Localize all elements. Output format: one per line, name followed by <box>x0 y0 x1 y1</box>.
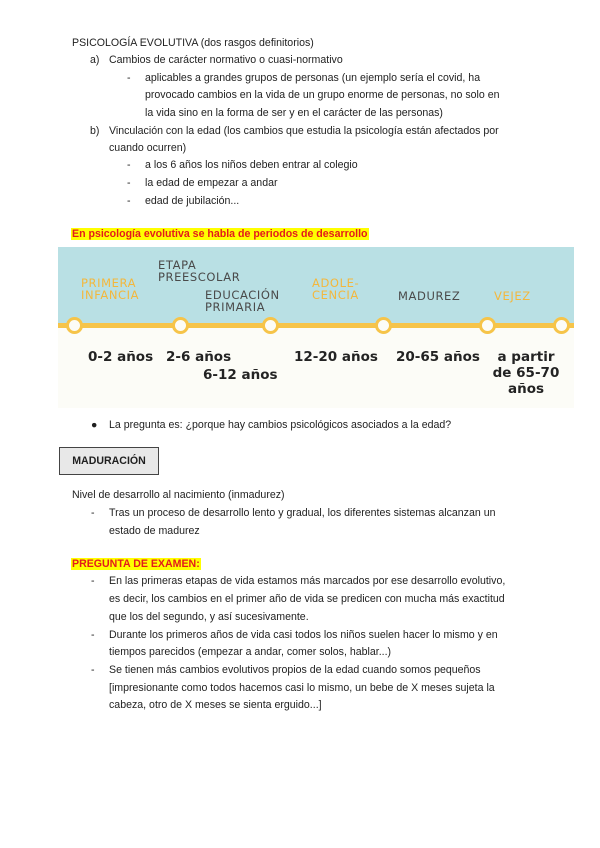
dash-bullet: - <box>91 664 95 676</box>
highlight-heading <box>71 226 369 244</box>
development-timeline <box>58 247 574 408</box>
sub-item-line: aplicables a grandes grupos de personas (un ejemplo sería el covid, ha <box>145 72 481 84</box>
section-title: PSICOLOGÍA EVOLUTIVA (dos rasgos definitorios) <box>72 37 314 49</box>
timeline-dot <box>172 317 189 334</box>
nivel-sub-line: estado de madurez <box>109 525 200 537</box>
age-label: 12-20 años <box>294 349 378 365</box>
list-marker-a: a) <box>90 54 100 66</box>
stage-adolescencia: ADOLE- CENCIA <box>312 276 360 302</box>
timeline-dot <box>66 317 83 334</box>
sub-item-line: la vida sino en la forma de ser y en el carácter de las personas) <box>145 107 443 119</box>
exam-line: cabeza, otro de X meses se sienta erguido...] <box>109 699 322 711</box>
age-label: 0-2 años <box>88 349 154 365</box>
age-label-vejez: a partir de 65-70 años <box>492 349 560 397</box>
highlight-text: En psicología evolutiva se habla de periodos de desarrollo <box>72 228 368 240</box>
exam-line: [impresionante como todos hacemos casi lo mismo, un bebe de X meses sujeta la <box>109 682 495 694</box>
sub-item-line: edad de jubilación... <box>145 195 240 207</box>
nivel-sub-line: Tras un proceso de desarrollo lento y gradual, los diferentes sistemas alcanzan un <box>109 507 496 519</box>
dash-bullet: - <box>127 195 131 207</box>
dash-bullet: - <box>127 159 131 171</box>
timeline-line <box>58 323 574 328</box>
dash-bullet: - <box>91 507 95 519</box>
dash-bullet: - <box>91 575 95 587</box>
exam-line: Se tienen más cambios evolutivos propios de la edad cuando somos pequeños <box>109 664 481 676</box>
dash-bullet: - <box>127 72 131 84</box>
sub-item-line: provocado cambios en la vida de un grupo enorme de personas, no solo en <box>145 89 500 101</box>
age-label: 6-12 años <box>203 367 278 383</box>
list-item-a: Cambios de carácter normativo o cuasi-normativo <box>109 54 343 66</box>
exam-line: Durante los primeros años de vida casi todos los niños suelen hacer lo mismo y en <box>109 629 498 641</box>
exam-line: tiempos parecidos (empezar a andar, comer solos, hablar...) <box>109 646 392 658</box>
dash-bullet: - <box>91 629 95 641</box>
list-marker-b: b) <box>90 125 100 137</box>
timeline-dot <box>262 317 279 334</box>
nivel-title: Nivel de desarrollo al nacimiento (inmadurez) <box>72 489 285 501</box>
list-item-b-cont: cuando ocurren) <box>109 142 187 154</box>
timeline-dot <box>479 317 496 334</box>
exam-line: En las primeras etapas de vida estamos más marcados por ese desarrollo evolutivo, <box>109 575 506 587</box>
stage-primera-infancia: PRIMERA INFANCIA <box>81 276 140 302</box>
sub-item-line: la edad de empezar a andar <box>145 177 278 189</box>
exam-line: es decir, los cambios en el primer año de vida se predicen con mucha más exactitud <box>109 593 505 605</box>
sub-item-line: a los 6 años los niños deben entrar al colegio <box>145 159 358 171</box>
timeline-dot <box>375 317 392 334</box>
dash-bullet: - <box>127 177 131 189</box>
exam-line: que los del segundo, y así sucesivamente. <box>109 611 309 623</box>
exam-heading-text: PREGUNTA DE EXAMEN: <box>72 558 200 570</box>
age-label: 2-6 años <box>166 349 232 365</box>
stage-etapa-preescolar: ETAPA PREESCOLAR <box>158 258 241 284</box>
timeline-dot <box>553 317 570 334</box>
exam-heading <box>71 556 201 574</box>
maduracion-heading-box: MADURACIÓN <box>59 447 159 475</box>
bullet-question: La pregunta es: ¿porque hay cambios psicológicos asociados a la edad? <box>109 419 452 431</box>
list-item-b: Vinculación con la edad (los cambios que estudia la psicología están afectados por <box>109 125 499 137</box>
age-label: 20-65 años <box>396 349 480 365</box>
stage-educacion-primaria: EDUCACIÓN PRIMARIA <box>205 288 280 314</box>
stage-vejez: VEJEZ <box>494 289 531 303</box>
stage-madurez: MADUREZ <box>398 289 461 303</box>
round-bullet: ● <box>91 419 98 431</box>
